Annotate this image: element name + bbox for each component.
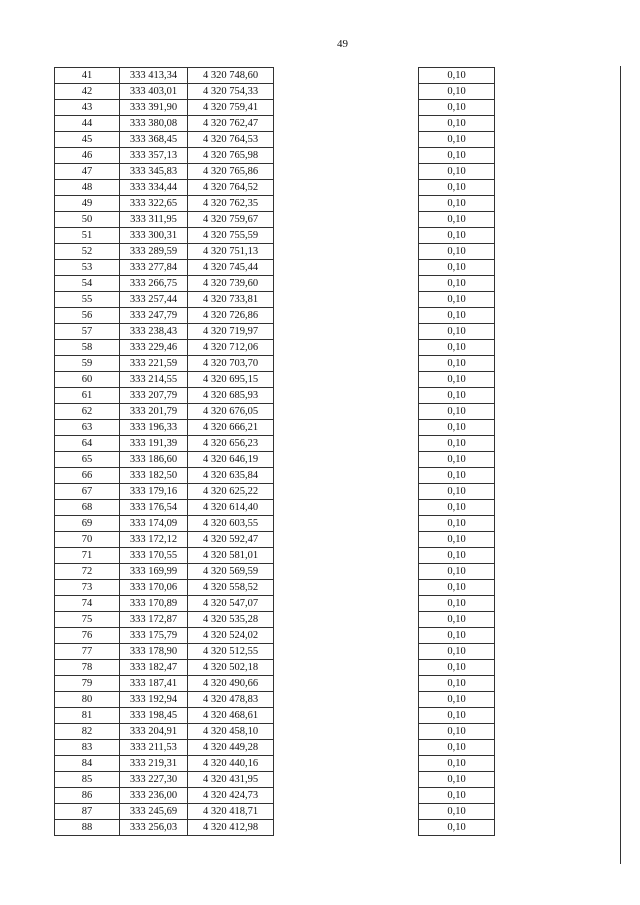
x-coordinate-cell: 333 182,47 [120, 660, 188, 676]
x-coordinate-cell: 333 229,46 [120, 340, 188, 356]
table-row [419, 548, 495, 564]
y-coordinate-cell: 4 320 490,66 [188, 676, 274, 692]
accuracy-cell: 0,10 [419, 260, 495, 276]
point-number-cell: 60 [55, 372, 120, 388]
table-row [55, 148, 274, 164]
x-coordinate-cell: 333 191,39 [120, 436, 188, 452]
table-row [419, 404, 495, 420]
x-coordinate-cell: 333 178,90 [120, 644, 188, 660]
table-row [419, 500, 495, 516]
table-row [419, 356, 495, 372]
y-coordinate-cell: 4 320 748,60 [188, 68, 274, 84]
y-coordinate-cell: 4 320 558,52 [188, 580, 274, 596]
x-coordinate-cell: 333 174,09 [120, 516, 188, 532]
x-coordinate-cell: 333 334,44 [120, 180, 188, 196]
accuracy-cell: 0,10 [419, 244, 495, 260]
point-number-cell: 53 [55, 260, 120, 276]
table-row [419, 756, 495, 772]
table-row [419, 132, 495, 148]
y-coordinate-cell: 4 320 755,59 [188, 228, 274, 244]
table-row [419, 324, 495, 340]
x-coordinate-cell: 333 221,59 [120, 356, 188, 372]
y-coordinate-cell: 4 320 764,53 [188, 132, 274, 148]
x-coordinate-cell: 333 266,75 [120, 276, 188, 292]
table-row [55, 580, 274, 596]
x-coordinate-cell: 333 257,44 [120, 292, 188, 308]
accuracy-cell: 0,10 [419, 228, 495, 244]
table-row [55, 740, 274, 756]
point-number-cell: 80 [55, 692, 120, 708]
point-number-cell: 79 [55, 676, 120, 692]
y-coordinate-cell: 4 320 418,71 [188, 804, 274, 820]
x-coordinate-cell: 333 211,53 [120, 740, 188, 756]
y-coordinate-cell: 4 320 754,33 [188, 84, 274, 100]
accuracy-cell: 0,10 [419, 388, 495, 404]
table-row [419, 164, 495, 180]
table-row [55, 484, 274, 500]
table-row [419, 516, 495, 532]
point-number-cell: 88 [55, 820, 120, 836]
x-coordinate-cell: 333 169,99 [120, 564, 188, 580]
point-number-cell: 73 [55, 580, 120, 596]
point-number-cell: 83 [55, 740, 120, 756]
table-row [419, 772, 495, 788]
point-number-cell: 56 [55, 308, 120, 324]
accuracy-cell: 0,10 [419, 292, 495, 308]
x-coordinate-cell: 333 192,94 [120, 692, 188, 708]
x-coordinate-cell: 333 245,69 [120, 804, 188, 820]
point-number-cell: 66 [55, 468, 120, 484]
point-number-cell: 68 [55, 500, 120, 516]
y-coordinate-cell: 4 320 703,70 [188, 356, 274, 372]
y-coordinate-cell: 4 320 676,05 [188, 404, 274, 420]
table-row [419, 740, 495, 756]
table-row [419, 100, 495, 116]
point-number-cell: 82 [55, 724, 120, 740]
table-row [55, 244, 274, 260]
y-coordinate-cell: 4 320 614,40 [188, 500, 274, 516]
table-row [55, 132, 274, 148]
table-row [55, 820, 274, 836]
y-coordinate-cell: 4 320 502,18 [188, 660, 274, 676]
x-coordinate-cell: 333 207,79 [120, 388, 188, 404]
table-row [55, 420, 274, 436]
y-coordinate-cell: 4 320 431,95 [188, 772, 274, 788]
y-coordinate-cell: 4 320 535,28 [188, 612, 274, 628]
y-coordinate-cell: 4 320 764,52 [188, 180, 274, 196]
accuracy-cell: 0,10 [419, 740, 495, 756]
point-number-cell: 78 [55, 660, 120, 676]
accuracy-cell: 0,10 [419, 404, 495, 420]
table-row [55, 772, 274, 788]
table-row [55, 84, 274, 100]
x-coordinate-cell: 333 238,43 [120, 324, 188, 340]
table-row [419, 644, 495, 660]
point-number-cell: 65 [55, 452, 120, 468]
x-coordinate-cell: 333 201,79 [120, 404, 188, 420]
table-row [55, 628, 274, 644]
x-coordinate-cell: 333 219,31 [120, 756, 188, 772]
accuracy-cell: 0,10 [419, 724, 495, 740]
point-number-cell: 61 [55, 388, 120, 404]
x-coordinate-cell: 333 175,79 [120, 628, 188, 644]
point-number-cell: 48 [55, 180, 120, 196]
x-coordinate-cell: 333 186,60 [120, 452, 188, 468]
y-coordinate-cell: 4 320 581,01 [188, 548, 274, 564]
y-coordinate-cell: 4 320 666,21 [188, 420, 274, 436]
point-number-cell: 76 [55, 628, 120, 644]
point-number-cell: 85 [55, 772, 120, 788]
x-coordinate-cell: 333 368,45 [120, 132, 188, 148]
point-number-cell: 49 [55, 196, 120, 212]
y-coordinate-cell: 4 320 739,60 [188, 276, 274, 292]
table-row [419, 420, 495, 436]
y-coordinate-cell: 4 320 745,44 [188, 260, 274, 276]
table-row [55, 804, 274, 820]
table-row [419, 212, 495, 228]
table-row [419, 292, 495, 308]
table-row [55, 196, 274, 212]
x-coordinate-cell: 333 289,59 [120, 244, 188, 260]
table-row [55, 276, 274, 292]
table-row [55, 372, 274, 388]
point-number-cell: 69 [55, 516, 120, 532]
accuracy-cell: 0,10 [419, 580, 495, 596]
table-row [419, 84, 495, 100]
point-number-cell: 42 [55, 84, 120, 100]
accuracy-cell: 0,10 [419, 596, 495, 612]
table-row [55, 724, 274, 740]
x-coordinate-cell: 333 187,41 [120, 676, 188, 692]
table-row [419, 708, 495, 724]
table-row [419, 452, 495, 468]
accuracy-cell: 0,10 [419, 372, 495, 388]
y-coordinate-cell: 4 320 719,97 [188, 324, 274, 340]
table-row [419, 388, 495, 404]
table-row [419, 276, 495, 292]
table-row [419, 724, 495, 740]
coordinates-table-body [55, 68, 274, 836]
x-coordinate-cell: 333 413,34 [120, 68, 188, 84]
point-number-cell: 41 [55, 68, 120, 84]
x-coordinate-cell: 333 357,13 [120, 148, 188, 164]
table-row [55, 500, 274, 516]
y-coordinate-cell: 4 320 547,07 [188, 596, 274, 612]
table-row [55, 340, 274, 356]
point-number-cell: 70 [55, 532, 120, 548]
y-coordinate-cell: 4 320 685,93 [188, 388, 274, 404]
accuracy-cell: 0,10 [419, 804, 495, 820]
accuracy-cell: 0,10 [419, 612, 495, 628]
table-row [55, 308, 274, 324]
accuracy-cell: 0,10 [419, 196, 495, 212]
y-coordinate-cell: 4 320 412,98 [188, 820, 274, 836]
accuracy-cell: 0,10 [419, 68, 495, 84]
point-number-cell: 44 [55, 116, 120, 132]
table-row [55, 468, 274, 484]
accuracy-cell: 0,10 [419, 628, 495, 644]
accuracy-cell: 0,10 [419, 340, 495, 356]
point-number-cell: 72 [55, 564, 120, 580]
accuracy-cell: 0,10 [419, 276, 495, 292]
y-coordinate-cell: 4 320 458,10 [188, 724, 274, 740]
accuracy-cell: 0,10 [419, 356, 495, 372]
point-number-cell: 57 [55, 324, 120, 340]
table-row [55, 324, 274, 340]
coordinates-table [54, 67, 274, 836]
table-row [419, 116, 495, 132]
table-row [55, 260, 274, 276]
point-number-cell: 43 [55, 100, 120, 116]
table-row [55, 644, 274, 660]
table-row [55, 596, 274, 612]
y-coordinate-cell: 4 320 759,67 [188, 212, 274, 228]
table-row [55, 356, 274, 372]
table-row [419, 68, 495, 84]
accuracy-cell: 0,10 [419, 564, 495, 580]
accuracy-cell: 0,10 [419, 676, 495, 692]
x-coordinate-cell: 333 236,00 [120, 788, 188, 804]
table-row [419, 564, 495, 580]
point-number-cell: 54 [55, 276, 120, 292]
table-row [419, 660, 495, 676]
x-coordinate-cell: 333 172,87 [120, 612, 188, 628]
accuracy-cell: 0,10 [419, 420, 495, 436]
table-row [419, 436, 495, 452]
point-number-cell: 45 [55, 132, 120, 148]
table-row [55, 292, 274, 308]
accuracy-cell: 0,10 [419, 100, 495, 116]
x-coordinate-cell: 333 403,01 [120, 84, 188, 100]
table-row [419, 372, 495, 388]
x-coordinate-cell: 333 345,83 [120, 164, 188, 180]
table-row [55, 452, 274, 468]
x-coordinate-cell: 333 227,30 [120, 772, 188, 788]
y-coordinate-cell: 4 320 478,83 [188, 692, 274, 708]
y-coordinate-cell: 4 320 524,02 [188, 628, 274, 644]
table-row [419, 340, 495, 356]
accuracy-cell: 0,10 [419, 772, 495, 788]
y-coordinate-cell: 4 320 759,41 [188, 100, 274, 116]
accuracy-cell: 0,10 [419, 532, 495, 548]
accuracy-cell: 0,10 [419, 132, 495, 148]
y-coordinate-cell: 4 320 603,55 [188, 516, 274, 532]
point-number-cell: 62 [55, 404, 120, 420]
point-number-cell: 77 [55, 644, 120, 660]
table-row [55, 516, 274, 532]
x-coordinate-cell: 333 179,16 [120, 484, 188, 500]
x-coordinate-cell: 333 311,95 [120, 212, 188, 228]
table-row [55, 164, 274, 180]
page-number: 49 [337, 38, 348, 50]
x-coordinate-cell: 333 170,89 [120, 596, 188, 612]
point-number-cell: 59 [55, 356, 120, 372]
table-row [55, 116, 274, 132]
table-row [419, 820, 495, 836]
table-row [55, 708, 274, 724]
point-number-cell: 67 [55, 484, 120, 500]
accuracy-cell: 0,10 [419, 548, 495, 564]
y-coordinate-cell: 4 320 625,22 [188, 484, 274, 500]
y-coordinate-cell: 4 320 765,98 [188, 148, 274, 164]
table-row [55, 676, 274, 692]
table-row [419, 788, 495, 804]
table-row [419, 580, 495, 596]
point-number-cell: 75 [55, 612, 120, 628]
y-coordinate-cell: 4 320 440,16 [188, 756, 274, 772]
y-coordinate-cell: 4 320 569,59 [188, 564, 274, 580]
y-coordinate-cell: 4 320 424,73 [188, 788, 274, 804]
table-row [55, 436, 274, 452]
x-coordinate-cell: 333 300,31 [120, 228, 188, 244]
point-number-cell: 58 [55, 340, 120, 356]
table-row [55, 692, 274, 708]
x-coordinate-cell: 333 322,65 [120, 196, 188, 212]
y-coordinate-cell: 4 320 592,47 [188, 532, 274, 548]
table-row [419, 612, 495, 628]
accuracy-cell: 0,10 [419, 452, 495, 468]
table-row [55, 660, 274, 676]
x-coordinate-cell: 333 176,54 [120, 500, 188, 516]
y-coordinate-cell: 4 320 635,84 [188, 468, 274, 484]
table-row [55, 756, 274, 772]
y-coordinate-cell: 4 320 512,55 [188, 644, 274, 660]
table-row [419, 180, 495, 196]
y-coordinate-cell: 4 320 712,06 [188, 340, 274, 356]
table-row [419, 628, 495, 644]
x-coordinate-cell: 333 172,12 [120, 532, 188, 548]
point-number-cell: 55 [55, 292, 120, 308]
point-number-cell: 50 [55, 212, 120, 228]
x-coordinate-cell: 333 204,91 [120, 724, 188, 740]
point-number-cell: 46 [55, 148, 120, 164]
point-number-cell: 63 [55, 420, 120, 436]
x-coordinate-cell: 333 256,03 [120, 820, 188, 836]
accuracy-cell: 0,10 [419, 308, 495, 324]
accuracy-cell: 0,10 [419, 820, 495, 836]
x-coordinate-cell: 333 182,50 [120, 468, 188, 484]
accuracy-cell: 0,10 [419, 660, 495, 676]
table-row [55, 564, 274, 580]
y-coordinate-cell: 4 320 765,86 [188, 164, 274, 180]
y-coordinate-cell: 4 320 468,61 [188, 708, 274, 724]
accuracy-cell: 0,10 [419, 116, 495, 132]
point-number-cell: 52 [55, 244, 120, 260]
x-coordinate-cell: 333 196,33 [120, 420, 188, 436]
table-row [419, 244, 495, 260]
point-number-cell: 64 [55, 436, 120, 452]
x-coordinate-cell: 333 198,45 [120, 708, 188, 724]
table-row [419, 532, 495, 548]
x-coordinate-cell: 333 170,06 [120, 580, 188, 596]
x-coordinate-cell: 333 214,55 [120, 372, 188, 388]
accuracy-cell: 0,10 [419, 180, 495, 196]
x-coordinate-cell: 333 170,55 [120, 548, 188, 564]
table-row [55, 228, 274, 244]
table-row [55, 180, 274, 196]
point-number-cell: 84 [55, 756, 120, 772]
x-coordinate-cell: 333 277,84 [120, 260, 188, 276]
table-row [55, 388, 274, 404]
point-number-cell: 47 [55, 164, 120, 180]
y-coordinate-cell: 4 320 449,28 [188, 740, 274, 756]
y-coordinate-cell: 4 320 751,13 [188, 244, 274, 260]
x-coordinate-cell: 333 247,79 [120, 308, 188, 324]
table-row [419, 484, 495, 500]
accuracy-cell: 0,10 [419, 692, 495, 708]
table-row [55, 100, 274, 116]
point-number-cell: 71 [55, 548, 120, 564]
y-coordinate-cell: 4 320 762,35 [188, 196, 274, 212]
accuracy-cell: 0,10 [419, 484, 495, 500]
table-row [55, 612, 274, 628]
point-number-cell: 74 [55, 596, 120, 612]
y-coordinate-cell: 4 320 733,81 [188, 292, 274, 308]
accuracy-cell: 0,10 [419, 788, 495, 804]
table-row [55, 68, 274, 84]
accuracy-cell: 0,10 [419, 468, 495, 484]
point-number-cell: 81 [55, 708, 120, 724]
table-row [55, 532, 274, 548]
accuracy-table [418, 67, 495, 836]
table-row [419, 196, 495, 212]
accuracy-cell: 0,10 [419, 708, 495, 724]
right-border-line [620, 66, 621, 864]
y-coordinate-cell: 4 320 695,15 [188, 372, 274, 388]
table-row [419, 260, 495, 276]
accuracy-cell: 0,10 [419, 756, 495, 772]
table-row [419, 148, 495, 164]
y-coordinate-cell: 4 320 762,47 [188, 116, 274, 132]
table-row [55, 212, 274, 228]
accuracy-cell: 0,10 [419, 436, 495, 452]
table-row [419, 692, 495, 708]
y-coordinate-cell: 4 320 646,19 [188, 452, 274, 468]
accuracy-cell: 0,10 [419, 84, 495, 100]
table-row [55, 404, 274, 420]
x-coordinate-cell: 333 380,08 [120, 116, 188, 132]
table-row [419, 228, 495, 244]
y-coordinate-cell: 4 320 726,86 [188, 308, 274, 324]
accuracy-table-body [419, 68, 495, 836]
x-coordinate-cell: 333 391,90 [120, 100, 188, 116]
accuracy-cell: 0,10 [419, 148, 495, 164]
table-row [55, 788, 274, 804]
accuracy-cell: 0,10 [419, 516, 495, 532]
accuracy-cell: 0,10 [419, 644, 495, 660]
accuracy-cell: 0,10 [419, 500, 495, 516]
y-coordinate-cell: 4 320 656,23 [188, 436, 274, 452]
table-row [419, 468, 495, 484]
accuracy-cell: 0,10 [419, 324, 495, 340]
table-row [419, 676, 495, 692]
point-number-cell: 87 [55, 804, 120, 820]
table-row [419, 308, 495, 324]
table-row [419, 596, 495, 612]
point-number-cell: 86 [55, 788, 120, 804]
table-row [419, 804, 495, 820]
point-number-cell: 51 [55, 228, 120, 244]
table-row [55, 548, 274, 564]
accuracy-cell: 0,10 [419, 212, 495, 228]
accuracy-cell: 0,10 [419, 164, 495, 180]
